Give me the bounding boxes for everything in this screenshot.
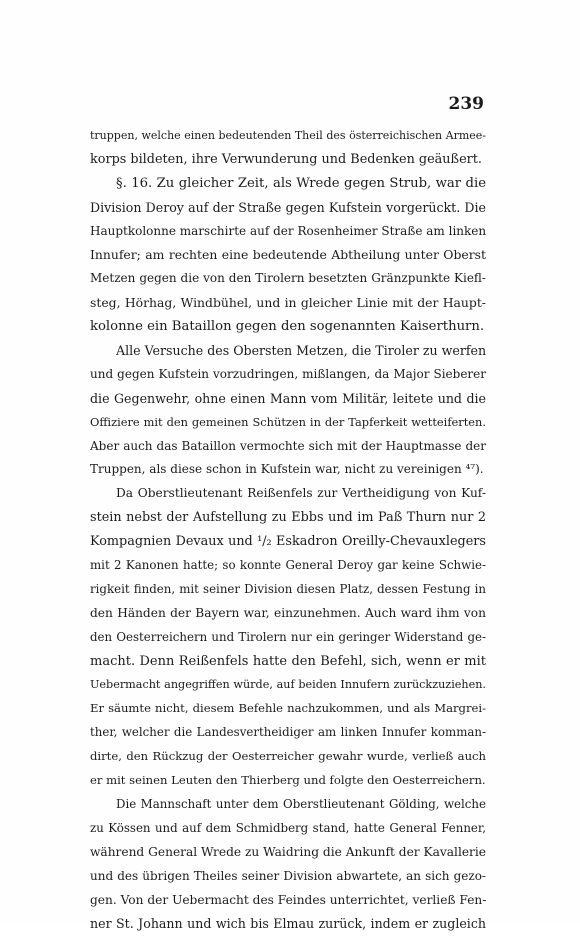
text-line: steg, Hörhag, Windbühel, und in gleicher Linie mit der Haupt- xyxy=(90,295,486,311)
text-line: den Händen der Bayern war, einzunehmen. Auch ward ihm von xyxy=(90,605,486,620)
text-line: Truppen, als diese schon in Kufstein war, nicht zu vereinigen ⁴⁷). xyxy=(90,462,484,477)
text-line: Kompagnien Devaux und ¹/₂ Eskadron Oreilly-Chevauxlegers xyxy=(90,534,486,550)
text-line: Uebermacht angegriffen würde, auf beiden Innufern zurückzuziehen. xyxy=(90,678,486,692)
text-line: Er säumte nicht, diesem Befehle nachzukommen, und als Margrei- xyxy=(90,701,486,716)
text-line: §. 16. Zu gleicher Zeit, als Wrede gegen Strub, war die xyxy=(116,175,486,191)
text-line: den Oesterreichern und Tirolern nur ein geringer Widerstand ge- xyxy=(90,629,486,644)
text-line: ner St. Johann und wich bis Elmau zurück, indem er zugleich xyxy=(90,916,486,932)
text-line: truppen, welche einen bedeutenden Theil des österreichischen Armee- xyxy=(90,129,486,142)
text-line: und gegen Kufstein vorzudringen, mißlangen, da Major Sieberer xyxy=(90,366,486,381)
text-line: Da Oberstlieutenant Reißenfels zur Vertheidigung von Kuf- xyxy=(116,486,486,501)
text-line: kolonne ein Bataillon gegen den sogenannten Kaiserthurn. xyxy=(90,319,485,335)
text-line: korps bildeten, ihre Verwunderung und Bedenken geäußert. xyxy=(90,151,482,167)
text-line: Metzen gegen die von den Tirolern besetzten Gränzpunkte Kiefl- xyxy=(90,271,486,286)
text-line: rigkeit finden, mit seiner Division diesen Platz, dessen Festung in xyxy=(90,581,486,596)
text-line: mit 2 Kanonen hatte; so konnte General Deroy gar keine Schwie- xyxy=(90,558,486,573)
text-line: Innufer; am rechten eine bedeutende Abtheilung unter Oberst xyxy=(90,247,486,263)
text-line: Division Deroy auf der Straße gegen Kufstein vorgerückt. Die xyxy=(90,199,486,215)
text-line: ther, welcher die Landesvertheidiger am linken Innufer komman- xyxy=(90,725,486,740)
text-line: Hauptkolonne marschirte auf der Rosenheimer Straße am linken xyxy=(90,223,486,238)
body-text xyxy=(90,124,486,936)
text-line: macht. Denn Reißenfels hatte den Befehl, sich, wenn er mit xyxy=(90,653,486,669)
text-line: und des übrigen Theiles seiner Division abwartete, an sich gezo- xyxy=(90,868,486,883)
text-line: während General Wrede zu Waidring die Ankunft der Kavallerie xyxy=(90,844,486,859)
text-line: Die Mannschaft unter dem Oberstlieutenant Gölding, welche xyxy=(116,796,486,811)
text-line: er mit seinen Leuten den Thierberg und folgte den Oesterreichern. xyxy=(90,773,486,788)
text-line: die Gegenwehr, ohne einen Mann vom Militär, leitete und die xyxy=(90,390,486,406)
text-line: dirte, den Rückzug der Oesterreicher gewahr wurde, verließ auch xyxy=(90,749,486,764)
page-number: 239 xyxy=(448,94,484,114)
text-line: stein nebst der Aufstellung zu Ebbs und im Paß Thurn nur 2 xyxy=(90,510,486,526)
text-line: zu Kössen und auf dem Schmidberg stand, hatte General Fenner, xyxy=(90,820,486,835)
text-line: Alle Versuche des Obersten Metzen, die Tiroler zu werfen xyxy=(116,343,486,359)
text-line: gen. Von der Uebermacht des Feindes unterrichtet, verließ Fen- xyxy=(90,892,486,907)
text-line: Aber auch das Bataillon vermochte sich mit der Hauptmasse der xyxy=(90,438,486,453)
text-line: Offiziere mit den gemeinen Schützen in der Tapferkeit wetteiferten. xyxy=(90,414,486,429)
